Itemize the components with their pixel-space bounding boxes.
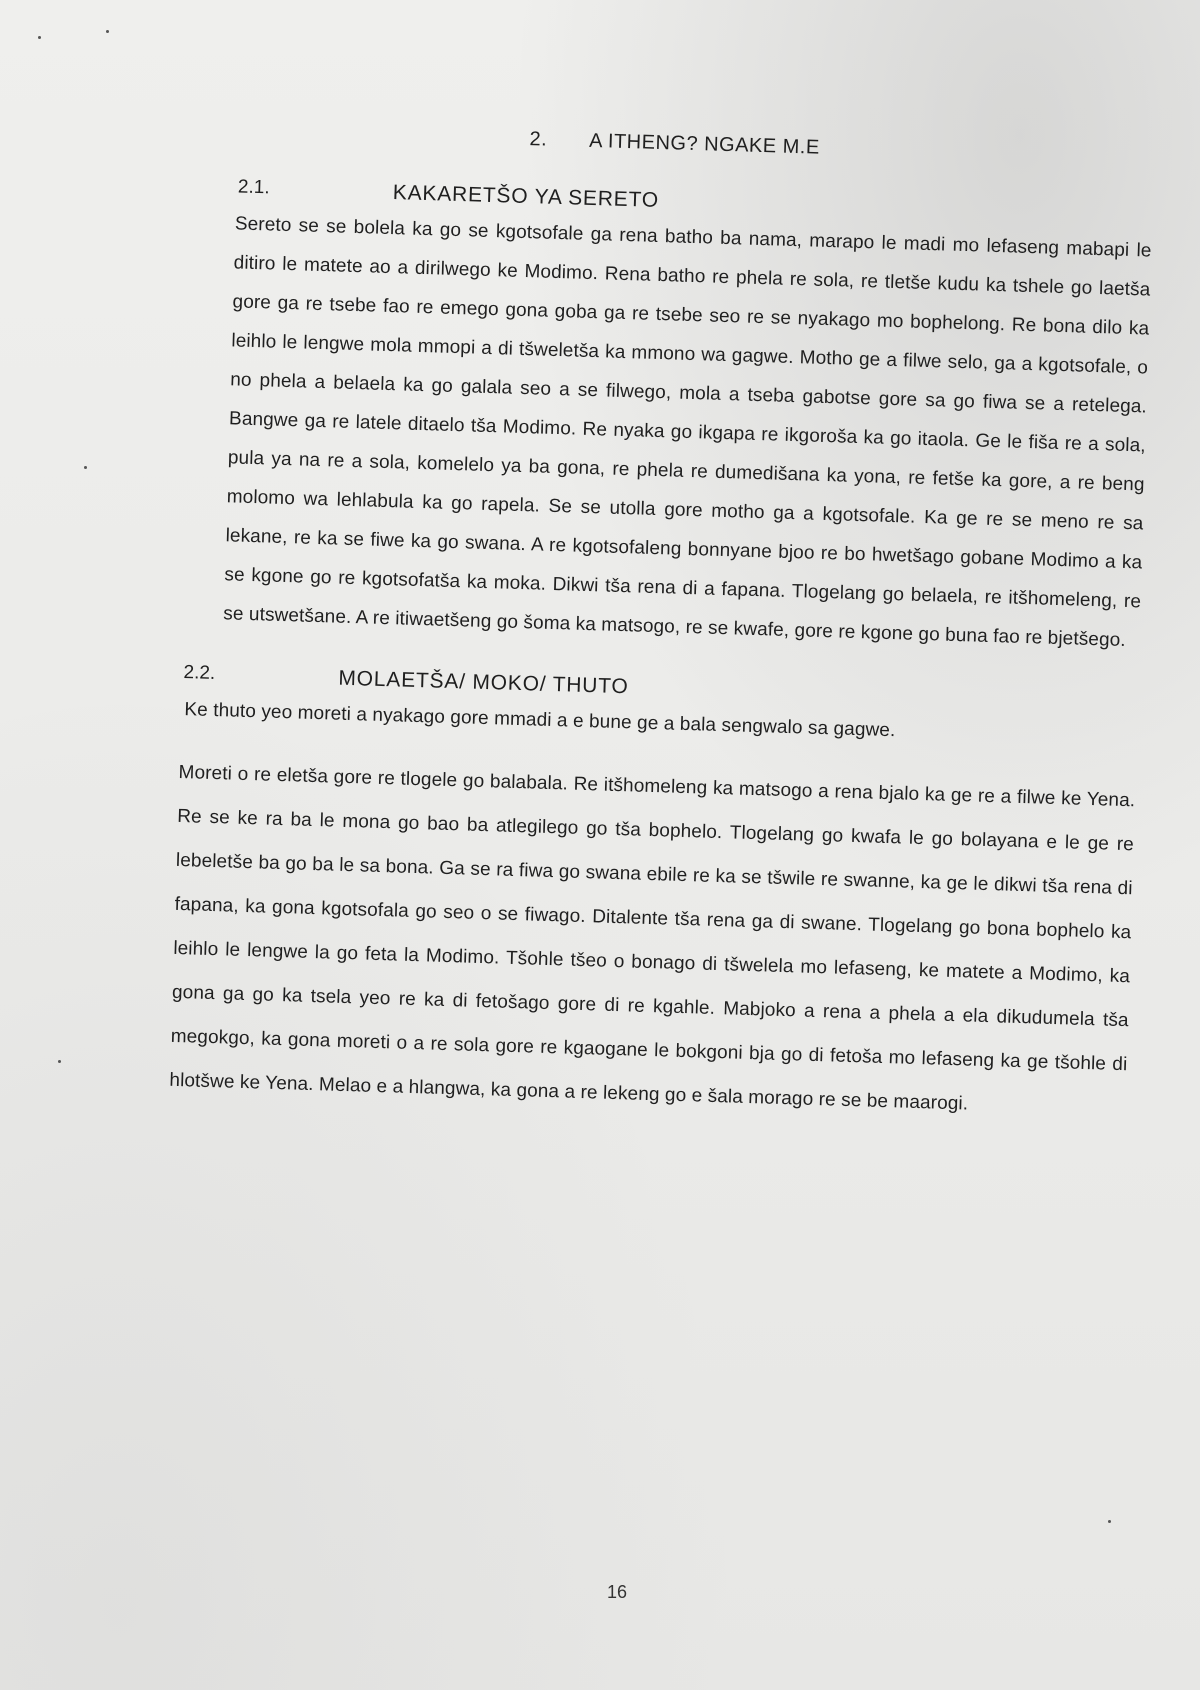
section-paragraph: Sereto se se bolela ka go se kgotsofale ga rena batho ba nama, marapo le madi mo lefaseng mabapi le ditiro le matete ao a dirilwego ke Modimo. Rena batho re phela re sola, re tletše kudu ka tshele go laetša gore ga re tsebe fao re emego gona goba ga re tsebe seo re se nyakago mo bophelong. Re bona dilo ka leihlo le lengwe mola mmopi a di tšweletša ka mmono wa gagwe. Motho ge a filwe selo, ga a kgotsofale, o no phela a belaela ka go galala seo a se filwego, mola a tseba gabotse gore sa go fiwa se a retelega. Bangwe ga re latele ditaelo tša Modimo. Re nyaka go ikgapa re ikgoroša ka go itaola. Ge le fiša re a sola, pula ya na re a sola, komelelo ya ba gona, re phela re dumedišana ka yona, re fetše ka gore, a re beng molomo wa lehlabula ka go rapela. Se se utolla gore motho ga a kgotsofale. Ka ge re se meno re sa lekane, re ka se fiwe ka go swana. A re kgotsofaleng bonnyane bjoo re bo hwetšago gobane Modimo a ka se kgone go re kgotsofatša ka moka. Dikwi tša rena di a fapana. Tlogelang go belaela, re itšhomeleng, re se utswetšane. A re itiwaetšeng go šoma ka matsogo, re se kwafe, gore re kgone go buna fao re bjetšego. — [222, 213, 1152, 651]
page-content — [161, 118, 1155, 1131]
chapter-title: A ITHENG? NGAKE M.E — [588, 129, 821, 159]
chapter-heading — [529, 128, 1154, 170]
chapter-number: 2. — [529, 128, 548, 151]
scan-speck — [38, 36, 41, 39]
section-paragraph: Moreti o re eletša gore re tlogele go balabala. Re itšhomeleng ka matsogo a rena bjalo ka ge re a filwe ke Yena. Re se ke ra ba le mona go bao ba atlegilego go tša bophelo. Tlogelang go kwafa le go bolayana e le ge re lebeletše ba go ba le sa bona. Ga se ra fiwa go swana ebile re ka se tšwile re swanne, ka ge le dikwi tša rena di fapana, ka gona kgotsofala go seo o se fiwago. Ditalente tša rena ga di swane. Tlogelang go bona bophelo ka leihlo le lengwe la go feta la Modimo. Tšohle tšeo o bonago di tšwelela mo lefaseng, ke matete a Modimo, ka gona ga go ka tsela yeo re ka di fetošago gore di re kgahle. Mabjoko a rena a phela a ela dikudumela tša megokgo, ka gona moreti o a re sola gore re kgaogane le bokgoni bja go di fetoša mo lefaseng ka ge tšohle di hlotšwe ke Yena. Melao e a hlangwa, ka gona a re lekeng go e šala morago re se be maarogi. — [169, 761, 1136, 1115]
scan-speck — [84, 466, 87, 469]
section-title: MOLAETŠA/ MOKO/ THUTO — [338, 666, 629, 699]
page-number: 16 — [607, 1582, 628, 1602]
section-paragraph: Ke thuto yeo moreti a nyakago gore mmadi a e bune ge a bala sengwalo sa gagwe. — [184, 699, 896, 742]
section-title: KAKARETŠO YA SERETO — [392, 181, 660, 212]
section-number: 2.1. — [237, 176, 270, 199]
scan-speck — [106, 30, 109, 33]
scan-speck — [58, 1060, 61, 1063]
section-number: 2.2. — [183, 662, 216, 684]
scan-speck — [1108, 1520, 1111, 1523]
